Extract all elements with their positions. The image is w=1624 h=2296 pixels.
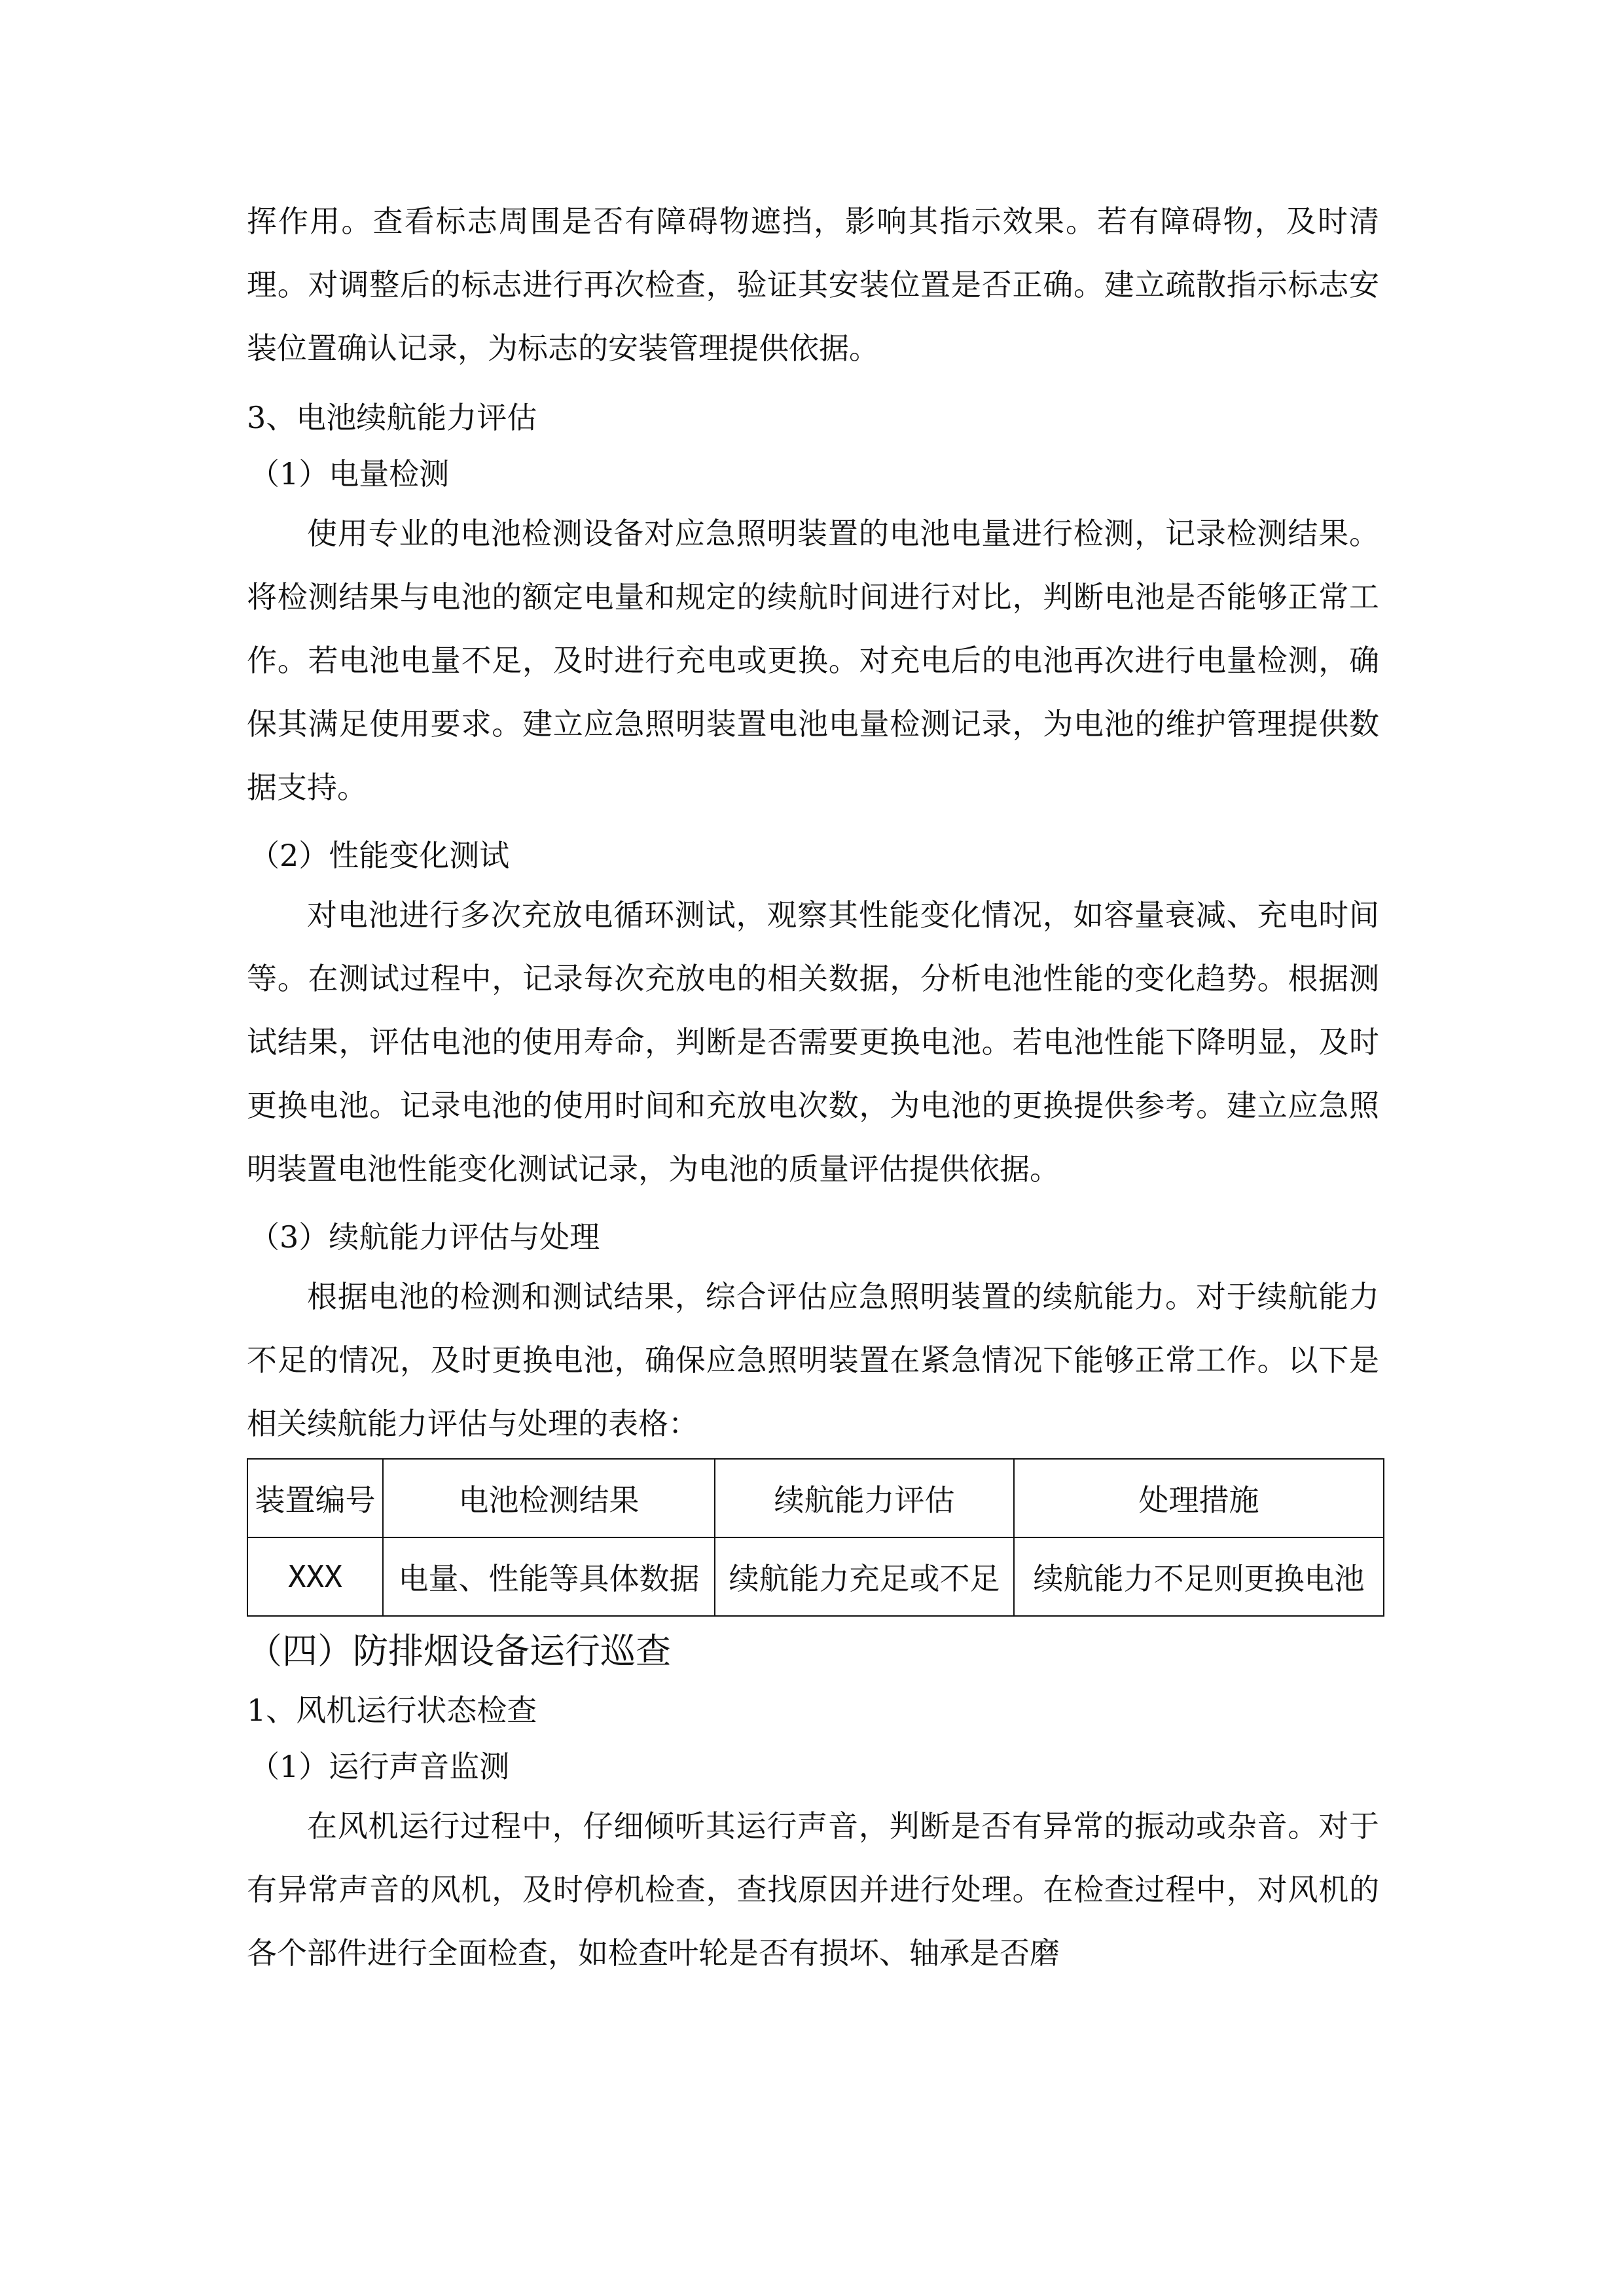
document-content — [247, 190, 1379, 1985]
section-4-1-1-title: （1）运行声音监测 — [249, 1749, 510, 1784]
subsection-1-title: （1）电量检测 — [249, 456, 450, 492]
subsection-3-body: 根据电池的检测和测试结果，综合评估应急照明装置的续航能力。对于续航能力不足的情况，及时更换电池，确保应急照明装置在紧急情况下能够正常工作。以下是相关续航能力评估与处理的表格： — [247, 1279, 1379, 1441]
table-header-cell: 处理措施 — [1014, 1459, 1384, 1537]
battery-assessment-table — [247, 1458, 1384, 1617]
table-header-row — [247, 1459, 1384, 1537]
section-3-title: 3、电池续航能力评估 — [247, 400, 537, 435]
table-cell: 续航能力充足或不足 — [715, 1537, 1014, 1616]
table-header-cell: 续航能力评估 — [715, 1459, 1014, 1537]
subsection-2-body: 对电池进行多次充放电循环测试，观察其性能变化情况，如容量衰减、充电时间等。在测试过程中，记录每次充放电的相关数据，分析电池性能的变化趋势。根据测试结果，评估电池的使用寿命，判断是否需要更换电池。若电池性能下降明显，及时更换电池。记录电池的使用时间和充放电次数，为电池的更换提供参考。建立应急照明装置电池性能变化测试记录，为电池的质量评估提供依据。 — [247, 897, 1379, 1187]
subsection-1-body: 使用专业的电池检测设备对应急照明装置的电池电量进行检测，记录检测结果。将检测结果与电池的额定电量和规定的续航时间进行对比，判断电池是否能够正常工作。若电池电量不足，及时进行充电或更换。对充电后的电池再次进行电量检测，确保其满足使用要求。建立应急照明装置电池电量检测记录，为电池的维护管理提供数据支持。 — [247, 516, 1379, 805]
table-row — [247, 1537, 1384, 1616]
table-cell: 续航能力不足则更换电池 — [1014, 1537, 1384, 1616]
subsection-3-title: （3）续航能力评估与处理 — [249, 1219, 600, 1255]
section-4-title: （四）防排烟设备运行巡查 — [247, 1630, 671, 1672]
table-header-cell: 装置编号 — [247, 1459, 383, 1537]
subsection-2-title: （2）性能变化测试 — [249, 838, 510, 873]
section-4-1-title: 1、风机运行状态检查 — [247, 1693, 537, 1728]
table-header-cell: 电池检测结果 — [383, 1459, 715, 1537]
paragraph-continuation: 挥作用。查看标志周围是否有障碍物遮挡，影响其指示效果。若有障碍物，及时清理。对调整后的标志进行再次检查，验证其安装位置是否正确。建立疏散指示标志安装位置确认记录，为标志的安装管理提供依据。 — [247, 204, 1379, 366]
table-cell: 电量、性能等具体数据 — [383, 1537, 715, 1616]
section-4-1-1-body: 在风机运行过程中，仔细倾听其运行声音，判断是否有异常的振动或杂音。对于有异常声音的风机，及时停机检查，查找原因并进行处理。在检查过程中，对风机的各个部件进行全面检查，如检查叶轮是否有损坏、轴承是否磨 — [247, 1808, 1379, 1971]
table-cell: XXX — [247, 1537, 383, 1616]
